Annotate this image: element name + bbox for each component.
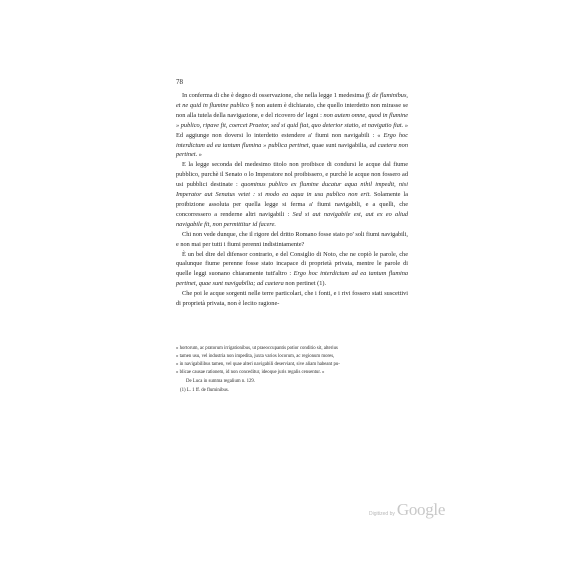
- text-run: È un bel dire del difensor contrario, e del Consiglio di Noto, che ne copiò le parole, che qualunque fiume perenne fosse stato incapace di proprietà privata, mentre le parole di quelle leggi suonano chiaramente tutt'altro :: [176, 250, 408, 278]
- footnote-line: » hortorum, ac pratorum irrigationibus, ut praeoccupantis potior conditio sit, alterius: [176, 346, 338, 351]
- italic-text-run: Ergo hoc interdictum ad ea tantum flumina pertinet, quae sunt navigabilia; ad caetera: [176, 270, 409, 288]
- italic-text-run: non autem omne, quod in flumine » publico, ripave fit, coercet Praetor, sed si quid fiat, quo deterior statio, et navigatio fiat.: [176, 111, 408, 129]
- footnote-line: » in navigabilibus tamen, vel quae alteri navigabili deserviant, sive aliam habeant pu-: [176, 362, 340, 367]
- paragraph: [176, 250, 408, 290]
- italic-text-run: ad caetera non pertinet: [176, 141, 408, 159]
- paragraph: [176, 91, 408, 160]
- text-run: » Ed aggiunge non doversi lo interdetto estendere a' fiumi non navigabili : «: [176, 121, 408, 139]
- italic-text-run: Sed si aut navigabile est, aut ex eo aliud navigabile fit, non permittitur id facere.: [176, 210, 408, 228]
- text-run: E la legge seconda del medesimo titolo non proibisce di condursi le acque dal fiume pubblico, purchè il Senato o lo Imperatore nol proibissero, e purchè le acque non fossero ad usi pubblici destinate :: [176, 161, 408, 189]
- text-run: . »: [195, 151, 202, 159]
- digitized-by-label: Digitized by: [369, 511, 395, 517]
- text-run: Che poi le acque sorgenti nelle terre particolari, che i fonti, e i rivi fossero stati suscettivi di proprietà privata, non è lecito ragione-: [176, 290, 408, 308]
- body-text: [176, 83, 408, 309]
- italic-text-run: quominus publico ex flumine ducatur aqua nihil impedit, nisi Imperator aut Senatus vetet : si modo ea aqua in usu publico non erit.: [176, 181, 408, 199]
- text-run: In conferma di che è degno di osservazione, che nella legge 1 medesima: [182, 92, 366, 99]
- paragraph: [176, 289, 408, 309]
- text-run: § non autem è dichiarato, che quello interdetto non mirasse se non alla tutela della navigazione, e del ricovero de' legni :: [176, 101, 409, 119]
- google-logo: Google: [396, 500, 446, 519]
- text-run: non pertinet (1).: [283, 280, 327, 288]
- italic-text-run: Ergo hoc interdictum ad ea tantum flumina » publica pertinet: [176, 131, 408, 149]
- text-run: , quae sunt navigabilia,: [308, 141, 370, 149]
- footnote-note: (1) L. 1 ff. de fluminibus.: [180, 388, 229, 393]
- paragraph: [176, 230, 408, 250]
- italic-text-run: ff. de fluminibus, et ne quid in flumine publico: [176, 92, 408, 109]
- footnotes: [176, 345, 408, 395]
- page-number: 78: [176, 78, 183, 86]
- footnote-line: » tamen usu, vel industria non impedita, juxta varios locorum, ac regionum mores,: [176, 354, 335, 359]
- text-run: Chi non vede dunque, che il rigore del dritto Romano fosse stato po' soli fiumi navigabili, e non mai per tutti i fiumi perenni indistintamente?: [176, 230, 408, 248]
- google-watermark: [369, 500, 445, 520]
- text-run: Solamente la proibizione assoluta per quella legge si ferma a' fiumi navigabili, e a quelli, che concorressero a renderne altri navigabili :: [176, 191, 408, 218]
- paragraph: [176, 160, 408, 229]
- footnote-reference: De Luca in summa regalium n. 129.: [186, 379, 256, 384]
- footnote-line: » blicae causae rationem, id non conceditur, ideoque juris regalis censentur. »: [176, 370, 325, 375]
